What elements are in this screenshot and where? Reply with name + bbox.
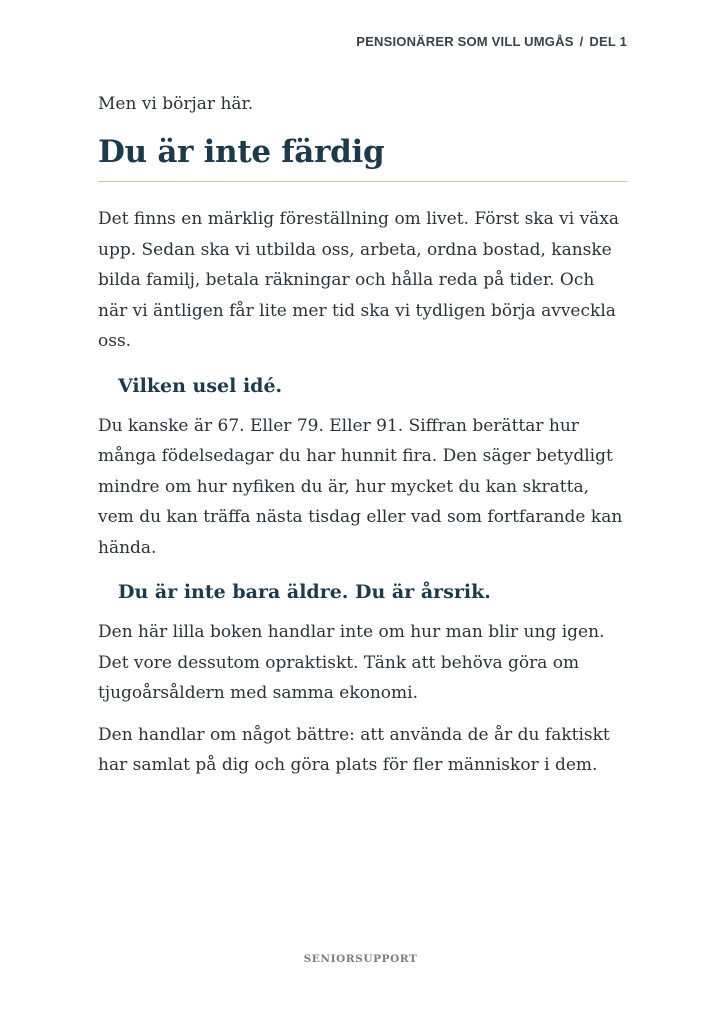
subheading-2: Du är inte bara äldre. Du är årsrik.	[118, 581, 491, 603]
chapter-title: Du är inte färdig	[98, 132, 628, 182]
series-title: PENSIONÄRER SOM VILL UMGÅS	[356, 34, 574, 49]
intro-line: Men vi börjar här.	[98, 94, 254, 114]
header-separator: /	[579, 34, 584, 49]
paragraph-4: Den handlar om något bättre: att använda de år du faktiskt har samlat på dig och göra plats för fler människor i dem.	[98, 724, 610, 775]
chapter-content	[98, 92, 628, 781]
running-header	[356, 34, 627, 49]
paragraph-3: Den här lilla boken handlar inte om hur man blir ung igen. Det vore dessutom opraktiskt. Tänk att behöva göra om tjugoårsåldern med samma ekonomi.	[98, 622, 605, 703]
paragraph-1: Det finns en märklig föreställning om livet. Först ska vi växa upp. Sedan ska vi utbilda oss, arbeta, ordna bostad, kanske bilda familj, betala räkningar och hålla reda på tider. Och när vi äntligen får lite mer tid ska vi tydligen börja avveckla oss.	[98, 209, 620, 351]
paragraph-2: Du kanske är 67. Eller 79. Eller 91. Siffran berättar hur många födelsedagar du har hunnit fira. Den säger betydligt mindre om hur nyfiken du är, hur mycket du kan skratta, vem du kan träffa nästa tisdag eller vad som fortfarande kan hända.	[98, 415, 623, 558]
part-label: DEL 1	[589, 34, 627, 49]
subheading-1: Vilken usel idé.	[118, 374, 283, 397]
footer-brand: SENIORSUPPORT	[303, 953, 418, 965]
